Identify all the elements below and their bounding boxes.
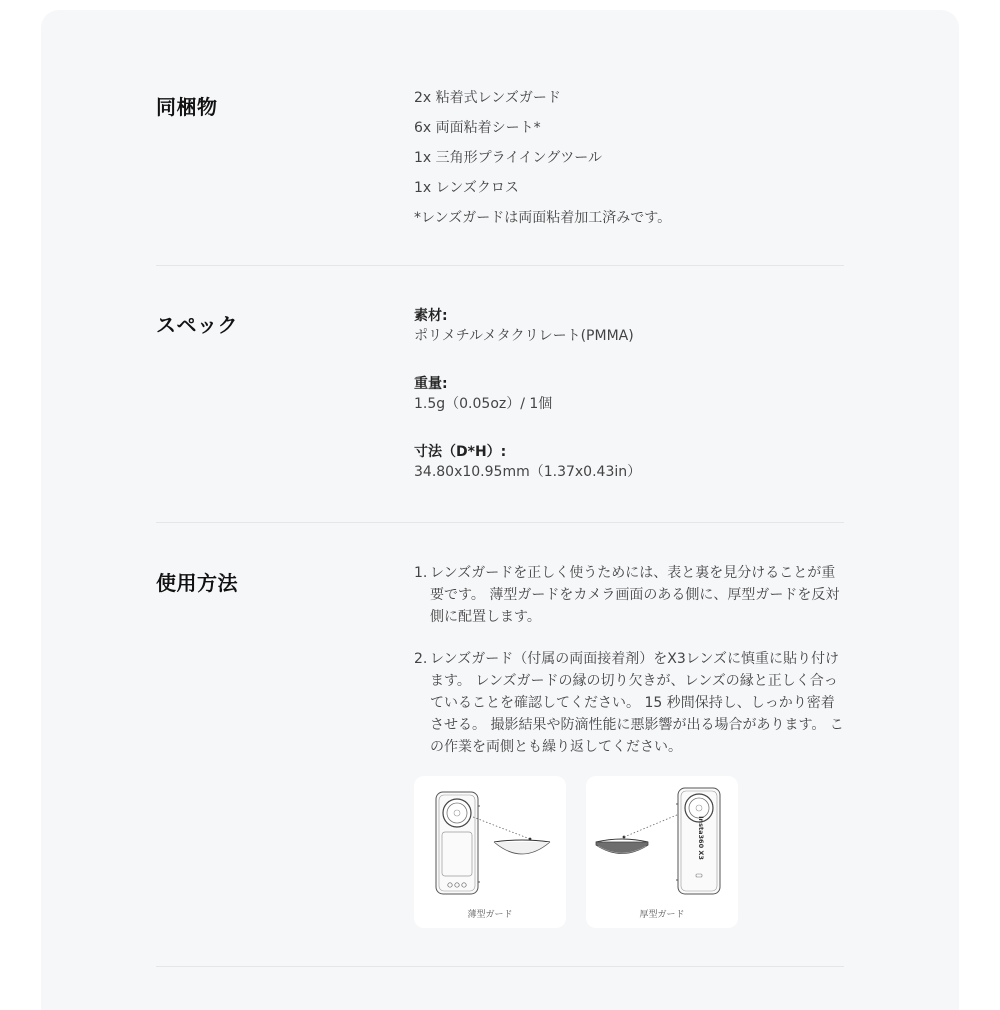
contents-heading: 同梱物: [156, 95, 218, 119]
section-divider: [156, 966, 844, 967]
specs-list: [414, 306, 846, 510]
specs-heading: スペック: [156, 313, 238, 337]
usage-step: [414, 562, 846, 628]
thick-guard-illustration: [586, 776, 738, 928]
thin-guard-caption: 薄型ガード: [467, 910, 513, 920]
contents-item: 2x 粘着式レンズガード: [414, 90, 561, 106]
section-divider: [156, 265, 844, 266]
camera-thick-guard-drawing: [586, 776, 738, 928]
spec-value-dimensions: 34.80x10.95mm（1.37x0.43in）: [414, 464, 642, 480]
usage-step-number: 2.: [414, 651, 428, 667]
thick-guard-caption: 厚型ガード: [639, 910, 685, 920]
contents-note: *レンズガードは両面粘着加工済みです。: [414, 210, 672, 226]
spec-label-material: 素材:: [414, 308, 448, 324]
camera-thin-guard-drawing: [414, 776, 566, 928]
usage-heading: 使用方法: [156, 571, 238, 595]
usage-step-text: レンズガードを正しく使うためには、表と裏を見分けることが重要です。 薄型ガードをカメラ画面のある側に、厚型ガードを反対側に配置します。: [430, 565, 840, 625]
contents-list: [414, 88, 846, 238]
device-brand-text: Insta360 X3: [697, 816, 705, 860]
usage-step-text: レンズガード（付属の両面接着剤）をX3レンズに慎重に貼り付けます。 レンズガードの縁の切り欠きが、レンズの縁と正しく合っていることを確認してください。 15 秒間保持し、しっかり密着させる。 撮影結果や防滴性能に悪影響が出る場合があります。 この作業を両側とも繰り返してください。: [430, 651, 844, 755]
contents-item: 1x 三角形プライイングツール: [414, 150, 602, 166]
contents-item: 6x 両面粘着シート*: [414, 120, 541, 136]
section-divider: [156, 522, 844, 523]
usage-step: [414, 648, 846, 758]
spec-label-dimensions: 寸法（D*H）:: [414, 444, 507, 460]
usage-steps: [414, 562, 846, 778]
usage-illustrations: [414, 776, 744, 928]
spec-value-material: ポリメチルメタクリレート(PMMA): [414, 328, 634, 344]
spec-value-weight: 1.5g（0.05oz）/ 1個: [414, 396, 553, 412]
usage-step-number: 1.: [414, 565, 428, 581]
contents-item: 1x レンズクロス: [414, 180, 519, 196]
thin-guard-illustration: [414, 776, 566, 928]
spec-label-weight: 重量:: [414, 376, 448, 392]
